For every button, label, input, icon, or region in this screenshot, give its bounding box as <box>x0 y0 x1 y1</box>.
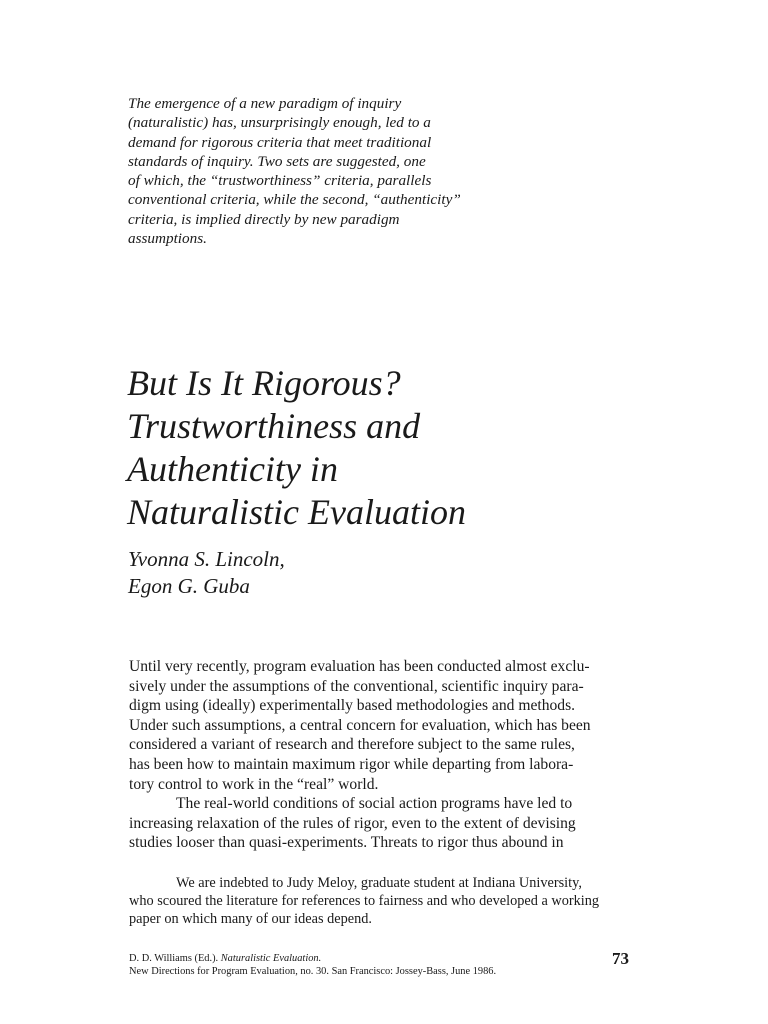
abstract-line: of which, the “trustworthiness” criteria, parallels <box>128 172 432 190</box>
body-line: increasing relaxation of the rules of rigor, even to the extent of devising <box>129 814 576 832</box>
abstract-line: conventional criteria, while the second, “authenticity” <box>128 191 461 209</box>
body-line: The real-world conditions of social action programs have led to <box>176 795 573 813</box>
body-line: considered a variant of research and therefore subject to the same rules, <box>129 736 575 754</box>
body-line: digm using (ideally) experimentally based methodologies and methods. <box>129 697 576 715</box>
body-line: sively under the assumptions of the conventional, scientific inquiry para- <box>129 677 584 695</box>
body-line: Under such assumptions, a central concern for evaluation, which has been <box>129 716 591 734</box>
title-line: But Is It Rigorous? <box>127 363 401 403</box>
footer-book-title: Naturalistic Evaluation. <box>220 953 322 964</box>
body-text <box>129 657 629 853</box>
title-line: Naturalistic Evaluation <box>127 492 466 532</box>
acknowledgment-note <box>129 874 629 928</box>
abstract-line: assumptions. <box>128 230 207 248</box>
article-title <box>127 362 466 534</box>
body-line: studies looser than quasi-experiments. Threats to rigor thus abound in <box>129 834 564 852</box>
ack-line: paper on which many of our ideas depend. <box>129 911 372 927</box>
footer-line-2: New Directions for Program Evaluation, no. 30. San Francisco: Jossey-Bass, June 1986. <box>129 966 497 977</box>
author-line: Yvonna S. Lincoln, <box>128 547 285 571</box>
body-line: has been how to maintain maximum rigor while departing from labora- <box>129 755 574 773</box>
citation-footer <box>129 952 496 978</box>
body-line: tory control to work in the “real” world. <box>129 775 379 793</box>
abstract-line: demand for rigorous criteria that meet traditional <box>128 133 432 151</box>
footer-editor: D. D. Williams (Ed.). <box>129 953 221 964</box>
abstract-line: standards of inquiry. Two sets are suggested, one <box>128 152 426 170</box>
title-line: Authenticity in <box>127 449 338 489</box>
body-line: Until very recently, program evaluation has been conducted almost exclu- <box>129 658 590 675</box>
footer-line-1 <box>129 952 496 965</box>
title-line: Trustworthiness and <box>127 406 421 446</box>
authors <box>128 546 285 600</box>
author-line: Egon G. Guba <box>128 574 250 598</box>
page-number: 73 <box>612 949 629 968</box>
ack-line: who scoured the literature for references to fairness and who developed a working <box>129 893 600 909</box>
abstract <box>128 94 528 248</box>
ack-line: We are indebted to Judy Meloy, graduate student at Indiana University, <box>176 875 582 891</box>
abstract-line: criteria, is implied directly by new paradigm <box>128 210 400 228</box>
abstract-line: (naturalistic) has, unsurprisingly enough, led to a <box>128 114 431 132</box>
abstract-line: The emergence of a new paradigm of inquiry <box>128 95 402 112</box>
